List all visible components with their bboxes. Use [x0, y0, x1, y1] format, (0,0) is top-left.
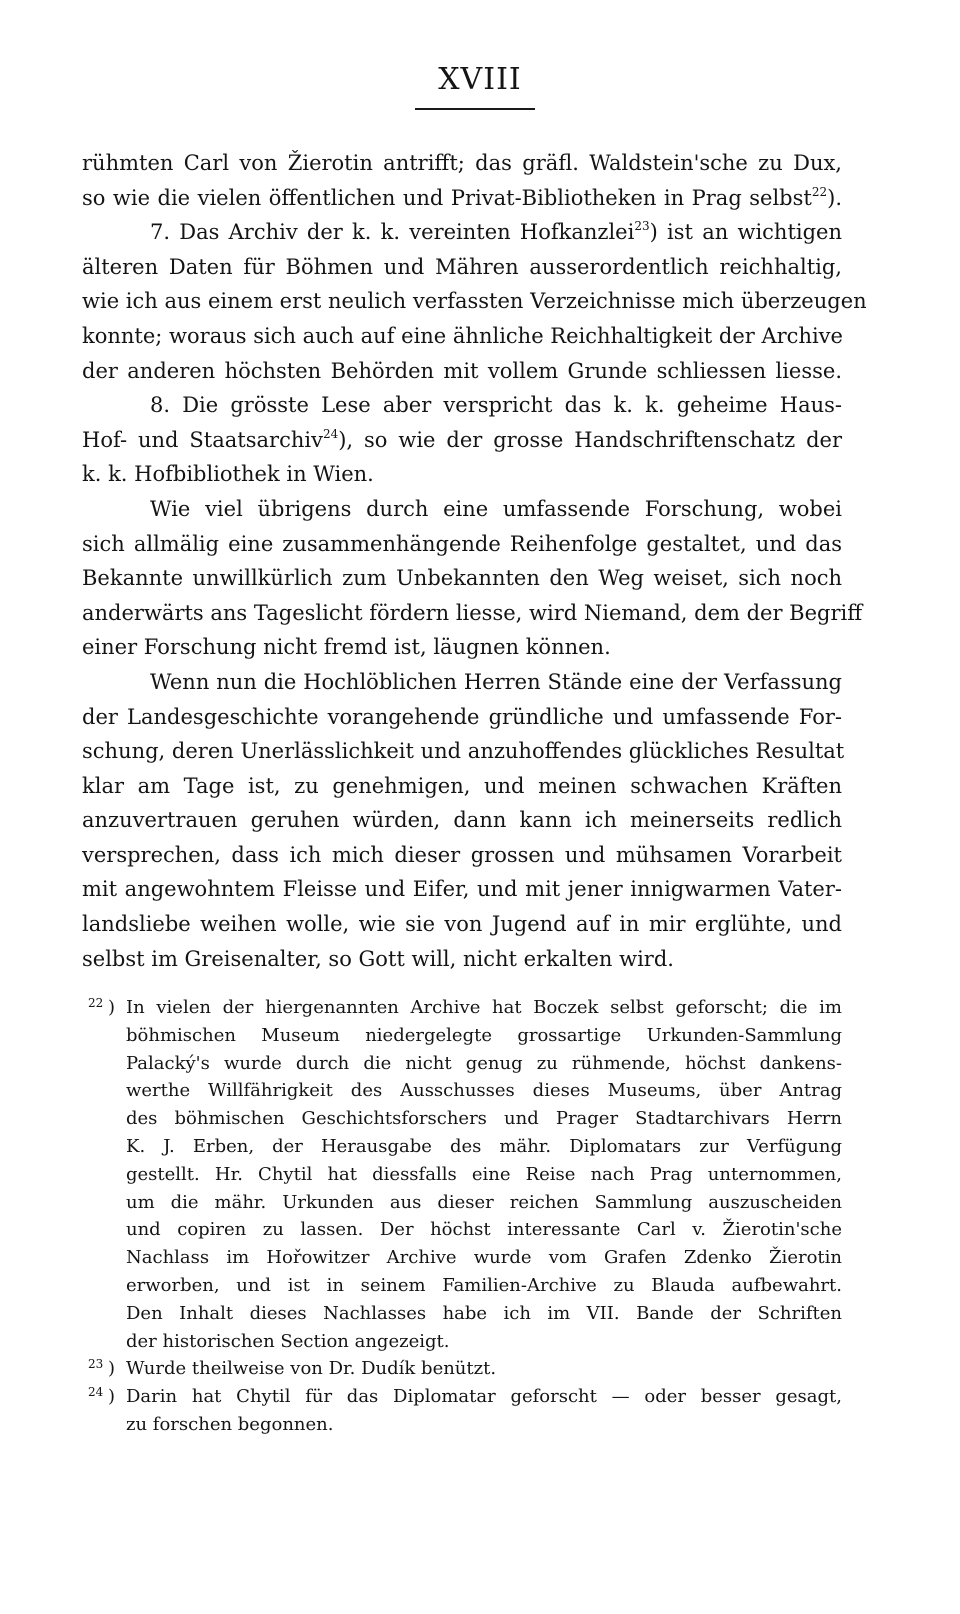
body-line: 8. Die grösste Lese aber verspricht das k. k. geheime Haus- [150, 393, 842, 418]
body-line [82, 215, 842, 250]
body-line: wie ich aus einem erst neulich verfassten Verzeichnisse mich überzeugen [82, 289, 867, 314]
body-line: sich allmälig eine zusammenhängende Reihenfolge gestaltet, und das [82, 531, 842, 556]
footnote-line: Palacký's wurde durch die nicht genug zu rühmende, höchst dankens- [126, 1052, 842, 1074]
footnote-line: Den Inhalt dieses Nachlasses habe ich im VII. Bande der Schriften [126, 1302, 842, 1324]
footnote-line: werthe Willfährigkeit des Ausschusses dieses Museums, über Antrag [126, 1080, 842, 1102]
footnote-line: In vielen der hiergenannten Archive hat Boczek selbst geforscht; die im [126, 997, 842, 1018]
footnote-mark: 22 [88, 996, 104, 1010]
body-text [82, 146, 867, 976]
footnote-23 [82, 1355, 842, 1383]
footnote-line: Darin hat Chytil für das Diplomatar geforscht — oder besser gesagt, [126, 1386, 842, 1408]
body-line: k. k. Hofbibliothek in Wien. [82, 462, 374, 487]
body-line: schung, deren Unerlässlichkeit und anzuhoffendes glückliches Resultat [82, 739, 845, 764]
header-rule [415, 108, 535, 110]
footnote-line: um die mähr. Urkunden aus dieser reichen Sammlung auszuscheiden [126, 1191, 842, 1213]
body-line-text: ). [827, 185, 842, 210]
footnote-line: und copiren zu lassen. Der höchst interessante Carl v. Žierotin'sche [126, 1219, 842, 1241]
footnote-paren: ) [108, 1358, 116, 1380]
footnote-line: des böhmischen Geschichtsforschers und Prager Stadtarchivars Herrn [126, 1108, 842, 1130]
footnote-line: der historischen Section angezeigt. [126, 1330, 450, 1352]
page-number: XVIII [438, 62, 522, 97]
body-line: der anderen höchsten Behörden mit vollem Grunde schliessen liesse. [82, 358, 842, 383]
body-line: rühmten Carl von Žierotin antrifft; das gräfl. Waldstein'sche zu Dux, [82, 151, 842, 175]
body-line: konnte; woraus sich auch auf eine ähnliche Reichhaltigkeit der Archive [82, 323, 843, 348]
body-line: landsliebe weihen wolle, wie sie von Jugend auf in mir erglühte, und [82, 912, 842, 937]
body-line-text: ), so wie der grosse Handschriftenschatz der [338, 427, 842, 452]
body-line: Wie viel übrigens durch eine umfassende Forschung, wobei [150, 496, 842, 521]
footnote-ref-22: 22 [811, 184, 828, 199]
body-line: einer Forschung nicht fremd ist, läugnen können. [82, 635, 611, 660]
footnote-22 [82, 994, 842, 1355]
body-line: Bekannte unwillkürlich zum Unbekannten den Weg weiset, sich noch [82, 566, 842, 591]
footnote-24 [82, 1383, 842, 1439]
footnote-paren: ) [108, 997, 116, 1018]
body-line: Wenn nun die Hochlöblichen Herren Stände eine der Verfassung [150, 669, 842, 694]
body-line [82, 423, 842, 458]
footnote-line: Nachlass im Hořowitzer Archive wurde vom Grafen Zdenko Žierotin [126, 1247, 842, 1269]
body-line: älteren Daten für Böhmen und Mähren ausserordentlich reichhaltig, [82, 254, 842, 279]
body-line-text: 7. Das Archiv der k. k. vereinten Hofkanzlei [150, 220, 635, 245]
footnote-ref-23: 23 [634, 219, 650, 234]
body-line: versprechen, dass ich mich dieser grossen und mühsamen Vorarbeit [82, 842, 842, 867]
footnote-line: Wurde theilweise von Dr. Dudík benützt. [126, 1358, 497, 1380]
body-line: anderwärts ans Tageslicht fördern liesse, wird Niemand, dem der Begriff [82, 600, 863, 625]
body-line: mit angewohntem Fleisse und Eifer, und mit jener innigwarmen Vater- [82, 877, 842, 902]
body-line: selbst im Greisenalter, so Gott will, nicht erkalten wird. [82, 946, 674, 971]
footnote-line: böhmischen Museum niedergelegte grossartige Urkunden-Sammlung [126, 1024, 842, 1046]
body-line-text: Hof- und Staatsarchiv [82, 427, 323, 452]
footnote-paren: ) [108, 1386, 116, 1408]
footnote-line: zu forschen begonnen. [126, 1413, 334, 1435]
footnote-ref-24: 24 [322, 426, 339, 441]
body-line-text: so wie die vielen öffentlichen und Privat-Bibliotheken in Prag selbst [82, 185, 812, 210]
body-line-text: ) ist an wichtigen [649, 220, 842, 245]
body-line: anzuvertrauen geruhen würden, dann kann ich meinerseits redlich [82, 808, 842, 833]
footnote-line: K. J. Erben, der Herausgabe des mähr. Diplomatars zur Verfügung [126, 1135, 842, 1157]
footnote-line: gestellt. Hr. Chytil hat diessfalls eine Reise nach Prag unternommen, [126, 1163, 842, 1185]
body-line [82, 181, 842, 216]
footnotes [82, 994, 842, 1439]
footnote-line: erworben, und ist in seinem Familien-Archive zu Blauda aufbewahrt. [126, 1274, 842, 1296]
footnote-mark: 24 [88, 1385, 104, 1400]
body-line: klar am Tage ist, zu genehmigen, und meinen schwachen Kräften [82, 773, 842, 798]
body-line: der Landesgeschichte vorangehende gründliche und umfassende For- [82, 704, 842, 729]
footnote-mark: 23 [88, 1357, 104, 1372]
